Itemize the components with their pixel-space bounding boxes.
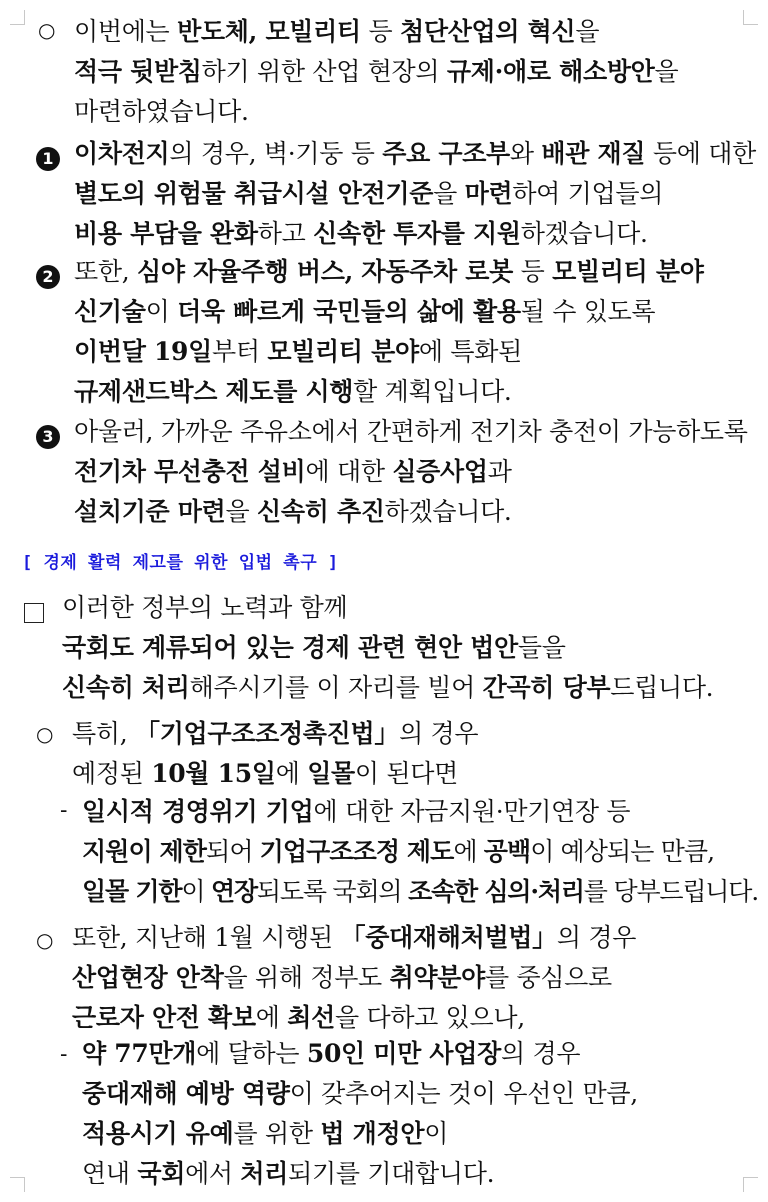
text-line: 전기차 무선충전 설비에 대한 실증사업과 [74, 457, 512, 486]
number-1-icon: 1 [36, 145, 60, 171]
text-line: 특히, 「기업구조조정촉진법」의 경우 [72, 719, 479, 748]
paragraph-mobility-sandbox [74, 252, 704, 412]
text-line: 규제샌드박스 제도를 시행할 계획입니다. [74, 377, 512, 406]
corner-mark-top-left [10, 10, 25, 25]
text-line: 또한, 심야 자율주행 버스, 자동주차 로봇 등 모빌리티 분야 [74, 257, 704, 286]
number-2-icon: 2 [36, 263, 60, 289]
text-line: 설치기준 마련을 신속히 추진하겠습니다. [74, 497, 512, 526]
paragraph-small-business-grace [82, 1034, 638, 1194]
text-line: 이러한 정부의 노력과 함께 [62, 593, 348, 622]
hollow-circle-bullet: ○ [36, 722, 54, 746]
text-line: 국회도 계류되어 있는 경제 관련 현안 법안들을 [62, 633, 566, 662]
paragraph-serious-accident-act [72, 918, 636, 1038]
text-line: 일몰 기한이 연장되도록 국회의 조속한 심의·처리를 당부드립니다. [82, 877, 758, 906]
section-heading: [ 경제 활력 제고를 위한 입법 촉구 ] [22, 553, 339, 573]
dash-bullet: - [60, 798, 68, 823]
corner-mark-bottom-left [10, 1177, 25, 1192]
corner-mark-top-right [743, 10, 758, 25]
dash-bullet: - [60, 1042, 68, 1067]
text-line: 이차전지의 경우, 벽·기둥 등 주요 구조부와 배관 재질 등에 대한 [74, 139, 756, 168]
text-line: 일시적 경영위기 기업에 대한 자금지원·만기연장 등 [82, 797, 631, 826]
text-line: 중대재해 예방 역량이 갖추어지는 것이 우선인 만큼, [82, 1079, 638, 1108]
text-line: 적극 뒷받침하기 위한 산업 현장의 규제·애로 해소방안을 [74, 57, 679, 86]
hollow-circle-bullet: ○ [36, 928, 54, 952]
text-line: 별도의 위험물 취급시설 안전기준을 마련하여 기업들의 [74, 179, 664, 208]
paragraph-ev-charging [74, 412, 748, 532]
corner-mark-bottom-right [743, 1177, 758, 1192]
text-line: 적용시기 유예를 위한 법 개정안이 [82, 1119, 449, 1148]
text-line: 산업현장 안착을 위해 정부도 취약분야를 중심으로 [72, 963, 612, 992]
text-line: 이번달 19일부터 모빌리티 분야에 특화된 [74, 337, 522, 366]
paragraph-sunset-extension [82, 792, 758, 912]
text-line: 약 77만개에 달하는 50인 미만 사업장의 경우 [82, 1039, 581, 1068]
text-line: 비용 부담을 완화하고 신속한 투자를 지원하겠습니다. [74, 219, 648, 248]
text-line: 예정된 10월 15일에 일몰이 된다면 [72, 759, 458, 788]
text-line: 아울러, 가까운 주유소에서 간편하게 전기차 충전이 가능하도록 [74, 417, 748, 446]
paragraph-legislation-request [62, 588, 713, 708]
text-line: 근로자 안전 확보에 최선을 다하고 있으나, [72, 1003, 525, 1032]
text-line: 또한, 지난해 1월 시행된 「중대재해처벌법」의 경우 [72, 923, 637, 952]
text-line: 이번에는 반도체, 모빌리티 등 첨단산업의 혁신을 [74, 17, 600, 46]
hollow-circle-bullet: ○ [38, 18, 56, 42]
text-line: 신기술이 더욱 빠르게 국민들의 삶에 활용될 수 있도록 [74, 297, 656, 326]
text-line: 연내 국회에서 처리되기를 기대합니다. [82, 1159, 495, 1188]
paragraph-secondary-battery [74, 134, 756, 254]
number-3-icon: 3 [36, 423, 60, 449]
checkbox-square-icon [24, 603, 44, 623]
text-line: 지원이 제한되어 기업구조조정 제도에 공백이 예상되는 만큼, [82, 837, 715, 866]
paragraph-corporate-restructuring-act [72, 714, 478, 794]
text-line: 신속히 처리해주시기를 이 자리를 빌어 간곡히 당부드립니다. [62, 673, 714, 702]
text-line: 마련하였습니다. [74, 97, 249, 126]
paragraph-semiconductor-mobility [74, 12, 678, 132]
